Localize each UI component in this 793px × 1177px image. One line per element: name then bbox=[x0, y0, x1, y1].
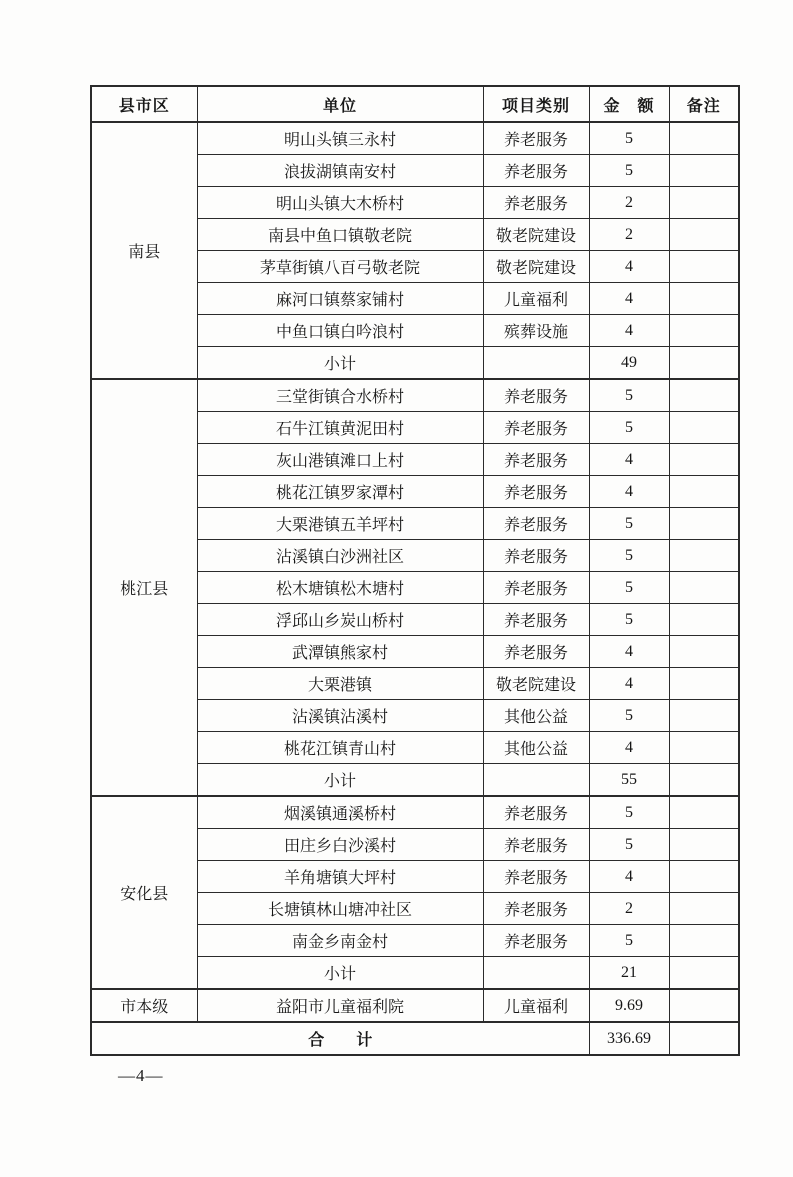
category-cell: 养老服务 bbox=[483, 476, 589, 508]
amount-cell: 5 bbox=[589, 155, 669, 187]
amount-cell: 4 bbox=[589, 861, 669, 893]
category-cell: 敬老院建设 bbox=[483, 219, 589, 251]
amount-cell: 5 bbox=[589, 508, 669, 540]
municipal-row bbox=[91, 989, 739, 1022]
category-cell: 养老服务 bbox=[483, 444, 589, 476]
amount-cell: 5 bbox=[589, 700, 669, 732]
note-cell bbox=[669, 604, 739, 636]
category-cell: 养老服务 bbox=[483, 636, 589, 668]
amount-cell: 5 bbox=[589, 604, 669, 636]
unit-cell: 明山头镇三永村 bbox=[197, 122, 483, 155]
amount-cell: 2 bbox=[589, 219, 669, 251]
unit-cell: 中鱼口镇白吟浪村 bbox=[197, 315, 483, 347]
header-region: 县市区 bbox=[91, 86, 197, 122]
category-cell: 养老服务 bbox=[483, 829, 589, 861]
category-cell: 养老服务 bbox=[483, 925, 589, 957]
category-cell: 儿童福利 bbox=[483, 989, 589, 1022]
unit-cell: 南县中鱼口镇敬老院 bbox=[197, 219, 483, 251]
subtotal-label-cell: 小计 bbox=[197, 957, 483, 990]
subtotal-amount-cell: 49 bbox=[589, 347, 669, 380]
amount-cell: 5 bbox=[589, 829, 669, 861]
unit-cell: 沾溪镇沾溪村 bbox=[197, 700, 483, 732]
note-cell bbox=[669, 636, 739, 668]
note-cell bbox=[669, 572, 739, 604]
amount-cell: 4 bbox=[589, 251, 669, 283]
note-cell bbox=[669, 379, 739, 412]
amount-cell: 5 bbox=[589, 122, 669, 155]
amount-cell: 5 bbox=[589, 572, 669, 604]
category-cell bbox=[483, 957, 589, 990]
amount-cell: 4 bbox=[589, 315, 669, 347]
note-cell bbox=[669, 540, 739, 572]
category-cell: 养老服务 bbox=[483, 508, 589, 540]
subtotal-amount-cell: 21 bbox=[589, 957, 669, 990]
note-cell bbox=[669, 251, 739, 283]
amount-cell: 4 bbox=[589, 732, 669, 764]
note-cell bbox=[669, 957, 739, 990]
note-cell bbox=[669, 796, 739, 829]
category-cell: 养老服务 bbox=[483, 796, 589, 829]
note-cell bbox=[669, 508, 739, 540]
table-row bbox=[91, 796, 739, 829]
unit-cell: 益阳市儿童福利院 bbox=[197, 989, 483, 1022]
category-cell: 养老服务 bbox=[483, 122, 589, 155]
note-cell bbox=[669, 989, 739, 1022]
amount-cell: 9.69 bbox=[589, 989, 669, 1022]
unit-cell: 大栗港镇五羊坪村 bbox=[197, 508, 483, 540]
amount-cell: 5 bbox=[589, 412, 669, 444]
amount-cell: 5 bbox=[589, 925, 669, 957]
note-cell bbox=[669, 925, 739, 957]
amount-cell: 5 bbox=[589, 796, 669, 829]
category-cell: 养老服务 bbox=[483, 572, 589, 604]
note-cell bbox=[669, 764, 739, 797]
category-cell: 敬老院建设 bbox=[483, 251, 589, 283]
unit-cell: 大栗港镇 bbox=[197, 668, 483, 700]
category-cell: 养老服务 bbox=[483, 861, 589, 893]
category-cell bbox=[483, 764, 589, 797]
amount-cell: 4 bbox=[589, 636, 669, 668]
category-cell: 其他公益 bbox=[483, 700, 589, 732]
note-cell bbox=[669, 315, 739, 347]
amount-cell: 4 bbox=[589, 444, 669, 476]
unit-cell: 长塘镇林山塘冲社区 bbox=[197, 893, 483, 925]
unit-cell: 桃花江镇青山村 bbox=[197, 732, 483, 764]
unit-cell: 桃花江镇罗家潭村 bbox=[197, 476, 483, 508]
category-cell: 养老服务 bbox=[483, 893, 589, 925]
amount-cell: 4 bbox=[589, 283, 669, 315]
allocation-table bbox=[90, 85, 740, 1056]
unit-cell: 三堂街镇合水桥村 bbox=[197, 379, 483, 412]
category-cell: 养老服务 bbox=[483, 412, 589, 444]
unit-cell: 羊角塘镇大坪村 bbox=[197, 861, 483, 893]
amount-cell: 2 bbox=[589, 893, 669, 925]
category-cell bbox=[483, 347, 589, 380]
region-cell: 市本级 bbox=[91, 989, 197, 1022]
amount-cell: 4 bbox=[589, 476, 669, 508]
header-amount: 金 额 bbox=[589, 86, 669, 122]
category-cell: 养老服务 bbox=[483, 604, 589, 636]
unit-cell: 武潭镇熊家村 bbox=[197, 636, 483, 668]
table-row bbox=[91, 379, 739, 412]
subtotal-amount-cell: 55 bbox=[589, 764, 669, 797]
category-cell: 养老服务 bbox=[483, 540, 589, 572]
total-label-cell: 合 计 bbox=[91, 1022, 589, 1055]
page-number: —4— bbox=[118, 1066, 164, 1085]
amount-cell: 5 bbox=[589, 379, 669, 412]
amount-cell: 5 bbox=[589, 540, 669, 572]
unit-cell: 明山头镇大木桥村 bbox=[197, 187, 483, 219]
table-header-row bbox=[91, 86, 739, 122]
note-cell bbox=[669, 444, 739, 476]
note-cell bbox=[669, 122, 739, 155]
note-cell bbox=[669, 893, 739, 925]
header-unit: 单位 bbox=[197, 86, 483, 122]
category-cell: 养老服务 bbox=[483, 379, 589, 412]
unit-cell: 南金乡南金村 bbox=[197, 925, 483, 957]
subtotal-label-cell: 小计 bbox=[197, 347, 483, 380]
unit-cell: 灰山港镇滩口上村 bbox=[197, 444, 483, 476]
amount-cell: 2 bbox=[589, 187, 669, 219]
total-row bbox=[91, 1022, 739, 1055]
category-cell: 儿童福利 bbox=[483, 283, 589, 315]
table-row bbox=[91, 122, 739, 155]
unit-cell: 浪拔湖镇南安村 bbox=[197, 155, 483, 187]
note-cell bbox=[669, 187, 739, 219]
unit-cell: 田庄乡白沙溪村 bbox=[197, 829, 483, 861]
note-cell bbox=[669, 732, 739, 764]
subtotal-label-cell: 小计 bbox=[197, 764, 483, 797]
note-cell bbox=[669, 476, 739, 508]
total-amount-cell: 336.69 bbox=[589, 1022, 669, 1055]
note-cell bbox=[669, 829, 739, 861]
category-cell: 养老服务 bbox=[483, 187, 589, 219]
note-cell bbox=[669, 155, 739, 187]
unit-cell: 茅草街镇八百弓敬老院 bbox=[197, 251, 483, 283]
unit-cell: 松木塘镇松木塘村 bbox=[197, 572, 483, 604]
category-cell: 其他公益 bbox=[483, 732, 589, 764]
table-body bbox=[91, 122, 739, 1055]
note-cell bbox=[669, 700, 739, 732]
note-cell bbox=[669, 283, 739, 315]
region-cell: 桃江县 bbox=[91, 379, 197, 796]
header-note: 备注 bbox=[669, 86, 739, 122]
unit-cell: 烟溪镇通溪桥村 bbox=[197, 796, 483, 829]
note-cell bbox=[669, 347, 739, 380]
amount-cell: 4 bbox=[589, 668, 669, 700]
note-cell bbox=[669, 1022, 739, 1055]
note-cell bbox=[669, 861, 739, 893]
note-cell bbox=[669, 219, 739, 251]
unit-cell: 麻河口镇蔡家铺村 bbox=[197, 283, 483, 315]
unit-cell: 浮邱山乡炭山桥村 bbox=[197, 604, 483, 636]
region-cell: 安化县 bbox=[91, 796, 197, 989]
region-cell: 南县 bbox=[91, 122, 197, 379]
note-cell bbox=[669, 412, 739, 444]
category-cell: 殡葬设施 bbox=[483, 315, 589, 347]
category-cell: 养老服务 bbox=[483, 155, 589, 187]
unit-cell: 沾溪镇白沙洲社区 bbox=[197, 540, 483, 572]
header-category: 项目类别 bbox=[483, 86, 589, 122]
note-cell bbox=[669, 668, 739, 700]
unit-cell: 石牛江镇黄泥田村 bbox=[197, 412, 483, 444]
category-cell: 敬老院建设 bbox=[483, 668, 589, 700]
